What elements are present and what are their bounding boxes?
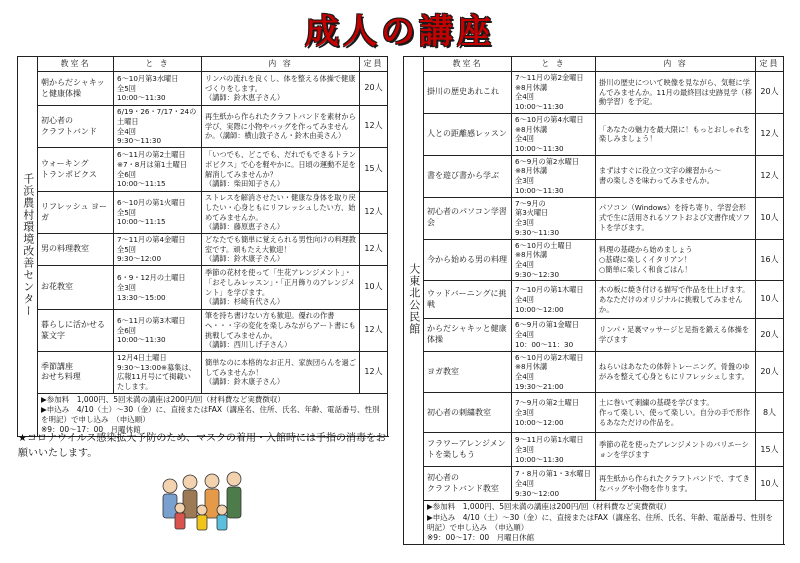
- course-name: からだシャキッと健康体操: [424, 319, 512, 351]
- table-row: [404, 433, 784, 467]
- course-schedule: 6/19・26・7/17・24の土曜日 全4回 9:30〜11:30: [114, 106, 202, 148]
- course-name: ウォーキング トランポビクス: [38, 148, 114, 192]
- table-row: [404, 155, 784, 197]
- course-capacity: 10人: [756, 197, 784, 239]
- course-capacity: 15人: [360, 148, 388, 192]
- course-name: 男の料理教室: [38, 234, 114, 266]
- course-schedule: 7〜11月の第4金曜日 全5回 9:30〜12:00: [114, 234, 202, 266]
- table-row: [404, 239, 784, 281]
- header-capacity: 定員: [360, 57, 388, 72]
- header-content: 内 容: [596, 57, 756, 72]
- course-name: 初心者の クラフトバンド教室: [424, 467, 512, 501]
- course-capacity: 12人: [756, 113, 784, 155]
- course-schedule: 7〜11月の第2金曜日 ※8月休講 全4回 10:00〜11:30: [512, 72, 596, 114]
- course-name: 掛川の歴史あれこれ: [424, 72, 512, 114]
- header-schedule: と き: [114, 57, 202, 72]
- course-capacity: 20人: [360, 72, 388, 106]
- course-schedule: 6〜11月の第3木曜日 全6回 10:00〜11:30: [114, 310, 202, 352]
- table-row: [404, 281, 784, 319]
- course-content: 季節の花を使ったアレンジメントのバリエーションを学びます: [596, 433, 756, 467]
- course-capacity: 10人: [756, 467, 784, 501]
- course-capacity: 16人: [756, 239, 784, 281]
- table-header-row: [404, 57, 784, 72]
- right-course-table: [403, 56, 784, 545]
- course-name: 季節講座 おせち料理: [38, 352, 114, 394]
- table-row: [18, 148, 388, 192]
- course-name: 初心者のパソコン学習会: [424, 197, 512, 239]
- table-row: [18, 192, 388, 234]
- course-content: リンパの流れを良くし、体を整える体操で健康づくりをします。 （講師：鈴木恵子さん）: [202, 72, 360, 106]
- course-capacity: 12人: [360, 310, 388, 352]
- course-content: ストレスを解消させたい・健康な身体を取り戻したい・心身ともにリフレッシュしたい方、始めてみませんか。 （講師：藤原恵子さん）: [202, 192, 360, 234]
- person-icon: [163, 479, 177, 518]
- course-schedule: 6〜10月の土曜日 ※8月休講 全4回 9:30〜12:30: [512, 239, 596, 281]
- course-content: 木の板に焼き付ける描写で作品を仕上げます。あなただけのオリジナルに挑戦してみませんか。: [596, 281, 756, 319]
- header-name: 教室名: [38, 57, 114, 72]
- course-content: どなたでも簡単に覚えられる男性向けの料理教室です。頑もたえ大歓迎！ （講師：鈴木康子さん）: [202, 234, 360, 266]
- course-name: 今から始める男の料理: [424, 239, 512, 281]
- course-content: リンパ・足裏マッサージと足指を鍛える体操を学びます: [596, 319, 756, 351]
- course-schedule: 6・9・12月の土曜日 全3回 13:30〜15:00: [114, 266, 202, 310]
- table-row: [404, 197, 784, 239]
- course-content: ねらいはあなたの体幹トレーニング。骨盤のゆがみを整えて心身ともにリフレッシュします。: [596, 351, 756, 393]
- course-capacity: 12人: [360, 352, 388, 394]
- course-capacity: 12人: [360, 192, 388, 234]
- course-capacity: 20人: [756, 351, 784, 393]
- course-schedule: 6〜10月第3水曜日 全5回 10:00〜11:30: [114, 72, 202, 106]
- course-name: ヨガ教室: [424, 351, 512, 393]
- course-content: 再生紙から作られたクラフトバンドで、すてきなバッグや小物を作ります。: [596, 467, 756, 501]
- course-content: 掛川の歴史について映像を見ながら、気軽に学んでみませんか。11月の最終回は史跡見学（移動学習）を予定。: [596, 72, 756, 114]
- page-title: 成人の講座: [305, 11, 495, 52]
- course-content: 再生紙から作られたクラフトバンドを素材から学び、実際に小物やバッグを作ってみませんか。（講師：横山敦子さん・鈴木由美さん）: [202, 106, 360, 148]
- application-notes: ▶参加料 1,000円、5回未満の講座は200円/回（材料費など実費徴収） ▶申込み 4/10（土）〜30（金）に、直接またはFAX（講座名、住所、氏名、年齢、電話番号、性別を明記）で申し込み （申込順） ※9：00〜17：00 月曜日休館: [424, 501, 784, 545]
- notes-row: [404, 501, 784, 545]
- course-capacity: 10人: [756, 281, 784, 319]
- notes-row: [18, 393, 388, 437]
- table-row: [18, 106, 388, 148]
- left-course-table: [17, 56, 388, 437]
- organizer-label: 大東北公民館: [404, 57, 424, 545]
- course-name: 朝からだシャキッと健康体操: [38, 72, 114, 106]
- course-capacity: 12人: [360, 106, 388, 148]
- child-icon: [175, 503, 185, 529]
- course-schedule: 7〜9月の 第3火曜日 全3回 9:30〜11:30: [512, 197, 596, 239]
- course-capacity: 15人: [756, 433, 784, 467]
- table-row: [18, 72, 388, 106]
- course-capacity: 10人: [360, 266, 388, 310]
- header-capacity: 定員: [756, 57, 784, 72]
- course-schedule: 9〜11月の第1水曜日 全3回 10:00〜11:30: [512, 433, 596, 467]
- course-schedule: 6〜11月の第2土曜日 ※7・8月は第1土曜日 全6回 10:00〜11:15: [114, 148, 202, 192]
- table-row: [404, 319, 784, 351]
- course-content: 簡単なのに本格的なお正月、家族団らんを過ごしてみませんか！ （講師：鈴木康子さん）: [202, 352, 360, 394]
- table-row: [18, 266, 388, 310]
- course-schedule: 6〜10月の第2木曜日 ※8月休講 全4回 19:30〜21:00: [512, 351, 596, 393]
- table-row: [404, 351, 784, 393]
- organizer-label: 千浜農村環境改善センター: [18, 57, 38, 437]
- table-row: [404, 113, 784, 155]
- course-capacity: 8人: [756, 393, 784, 433]
- course-name: 初心者の クラフトバンド: [38, 106, 114, 148]
- course-name: 書を遊び書から学ぶ: [424, 155, 512, 197]
- course-name: ウッドバーニングに挑戦: [424, 281, 512, 319]
- course-schedule: 6〜10月の第1火曜日 全5回 10:00〜11:15: [114, 192, 202, 234]
- course-content: 料理の基礎から始めましょう ○基礎に楽しくイタリアン！ ○簡単に楽しく和食ごはん！: [596, 239, 756, 281]
- table-row: [18, 352, 388, 394]
- application-notes: ▶参加料 1,000円、5回未満の講座は200円/回（材料費など実費徴収） ▶申込み 4/10（土）〜30（金）に、直接またはFAX（講座名、住所、氏名、年齢、電話番号、性別を明記）で申し込み （申込順） ※9：00〜17：00 月曜休館: [38, 393, 388, 437]
- table-row: [404, 72, 784, 114]
- course-schedule: 12月4日土曜日 9:30〜13:00※募集は、 広報11月号にて掲載いたします。: [114, 352, 202, 394]
- course-schedule: 6〜9月の第1金曜日 全4回 10：00〜11：30: [512, 319, 596, 351]
- course-schedule: 6〜9月の第2水曜日 ※8月休講 全3回 10:00〜11:30: [512, 155, 596, 197]
- child-icon: [217, 505, 227, 530]
- course-name: フラワーアレンジメントを楽しもう: [424, 433, 512, 467]
- course-name: リフレッシュ ヨーガ: [38, 192, 114, 234]
- course-name: 暮らしに活かせる篆文字: [38, 310, 114, 352]
- person-icon: [183, 475, 197, 518]
- course-content: 土に巻いて刺繍の基礎を学びます。 作って楽しい、使って楽しい。自分の手で形作るあなただけの作品を。: [596, 393, 756, 433]
- course-content: 筆を持ち書けない方も歓迎。優れの作書へ・・・字の変化を楽しみながらアート書にも挑戦してみませんか。 （講師：西川しげ子さん）: [202, 310, 360, 352]
- course-content: 季節の花材を使って「生花アレンジメント」・「おそしみレッスン」・「正月飾りのアレンジメント」を学びます。 （講師：杉崎有代さん）: [202, 266, 360, 310]
- table-row: [18, 310, 388, 352]
- header-content: 内 容: [202, 57, 360, 72]
- course-name: お花教室: [38, 266, 114, 310]
- course-content: 「あなたの魅力を最大限に！もっとおしゃれを楽しみましょう！: [596, 113, 756, 155]
- header-schedule: と き: [512, 57, 596, 72]
- course-name: 初心者の刺繍教室: [424, 393, 512, 433]
- course-name: 人との距離感レッスン: [424, 113, 512, 155]
- course-schedule: 7・8月の第1・3水曜日 全4回 9:30〜12:00: [512, 467, 596, 501]
- header-name: 教室名: [424, 57, 512, 72]
- table-header-row: [18, 57, 388, 72]
- course-schedule: 6〜10月の第4水曜日 ※8月休講 全4回 10:00〜11:30: [512, 113, 596, 155]
- course-schedule: 7〜10月の第1木曜日 全4回 10:00〜12:00: [512, 281, 596, 319]
- course-schedule: 7〜9月の第2土曜日 全3回 10:00〜12:00: [512, 393, 596, 433]
- person-icon: [227, 472, 241, 518]
- course-content: 「いつでも、どこでも、だれでもできるトランポビクス」で心を軽やかに。日頃の運動不足を解消してみませんか？ （講師：柴田知子さん）: [202, 148, 360, 192]
- child-icon: [197, 505, 207, 530]
- course-content: まずはすぐに役立つ文字の練習から～ 書の楽しさを味わってみませんか。: [596, 155, 756, 197]
- course-content: パソコン（Windows）を持ち寄り、学習会形式で生に活用されるソフトおよび文書作成ソフトを学びます。: [596, 197, 756, 239]
- table-row: [18, 234, 388, 266]
- family-illustration: [152, 466, 252, 536]
- table-row: [404, 393, 784, 433]
- course-capacity: 20人: [756, 319, 784, 351]
- course-capacity: 12人: [360, 234, 388, 266]
- course-capacity: 12人: [756, 155, 784, 197]
- table-row: [404, 467, 784, 501]
- corona-notice: ★コロナウイルス感染拡大予防のため、マスクの着用・入館時には手指の消毒をお願いいたします。: [18, 433, 386, 459]
- course-capacity: 20人: [756, 72, 784, 114]
